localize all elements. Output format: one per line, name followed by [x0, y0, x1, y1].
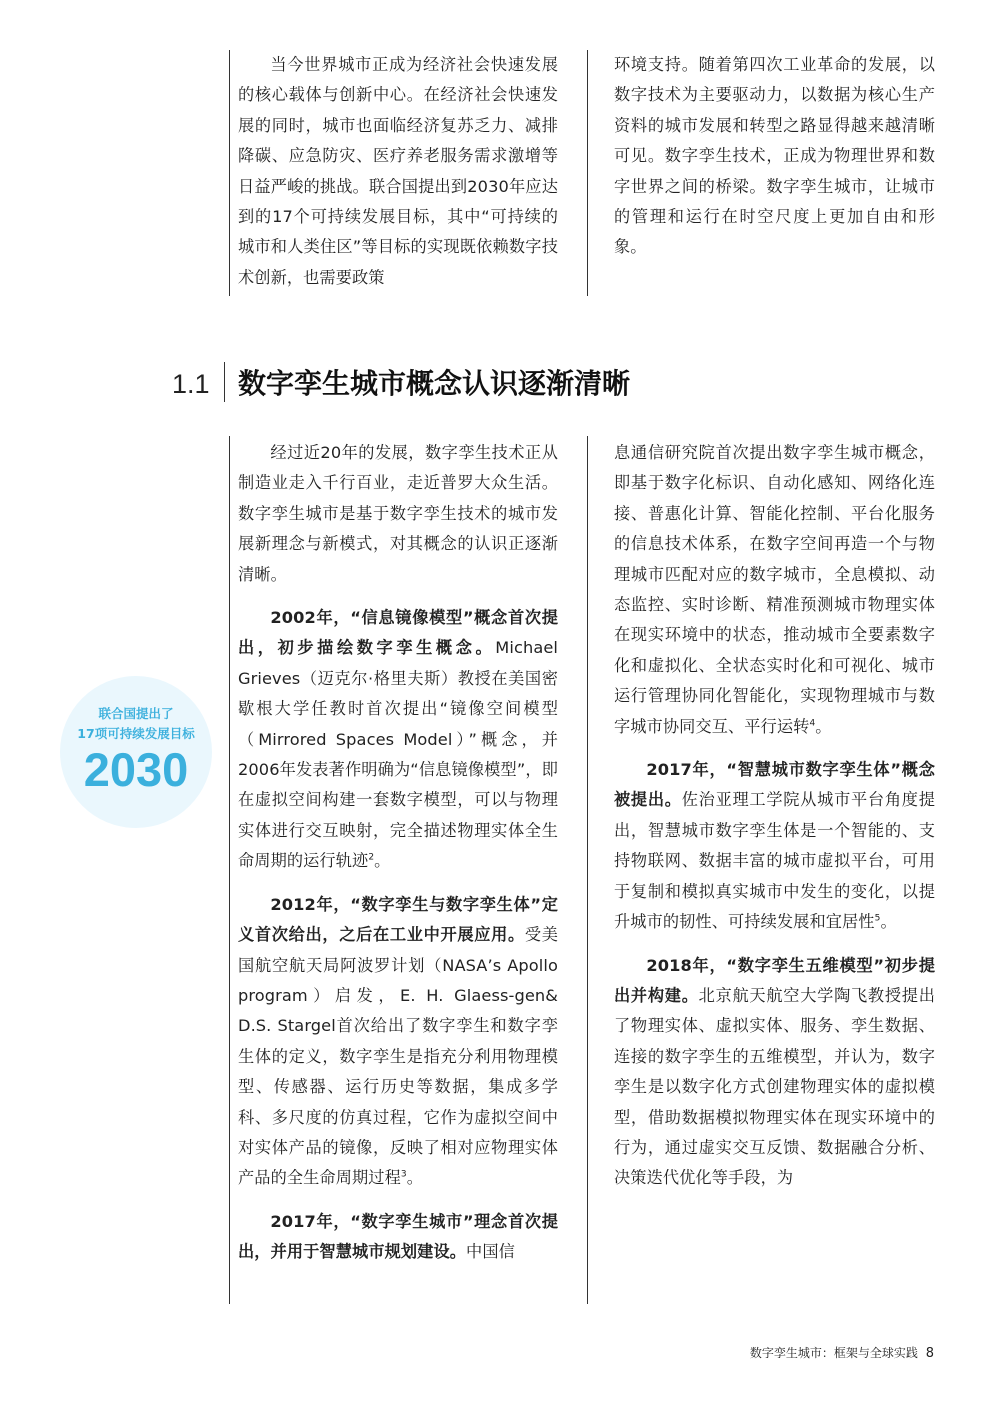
section-title: 数字孪生城市概念认识逐渐清晰 [238, 367, 631, 400]
paragraph-2012-heading: 2012年，“数字孪生与数字孪生体”定义首次给出，之后在工业中开展应用。 [238, 894, 558, 945]
body-right-column [614, 438, 935, 1207]
paragraph-intro: 经过近20年的发展，数字孪生技术正从制造业走入千行百业，走近普罗大众生活。数字孪生城市是基于数字孪生技术的城市发展新理念与新模式，对其概念的认识正逐渐清晰。 [238, 443, 558, 584]
callout-line2: 17项可持续发展目标 [77, 726, 195, 741]
paragraph-2018 [614, 951, 935, 1194]
top-left-paragraph: 当今世界城市正成为经济社会快速发展的核心载体与创新中心。在经济社会快速发展的同时，城市也面临经济复苏乏力、减排降碳、应急防灾、医疗养老服务需求激增等日益严峻的挑战。联合国提出到2030年应达到的17个可持续发展目标，其中“可持续的城市和人类住区”等目标的实现既依赖数字技术创新，也需要政策 [238, 55, 558, 287]
page-number: 8 [925, 1346, 934, 1361]
top-left-column [238, 50, 558, 306]
callout-circle [60, 676, 212, 828]
body-left-column [238, 438, 558, 1281]
callout-big-number: 2030 [83, 743, 189, 796]
body-middle-column-rule [587, 436, 588, 1304]
section-number: 1.1 [172, 369, 210, 399]
paragraph-2017-smart-heading: 2017年，“智慧城市数字孪生体”概念被提出。 [614, 760, 935, 810]
footnote-ref-5: 5 [874, 913, 881, 924]
paragraph-2018-heading: 2018年，“数字孪生五维模型”初步提出并构建。 [614, 955, 935, 1005]
body-left-column-rule [229, 436, 230, 1304]
paragraph-caict-body: 息通信研究院首次提出数字孪生城市概念，即基于数字化标识、自动化感知、网络化连接、普惠化计算、智能化控制、平台化服务的信息技术体系，在数字空间再造一个与物理城市匹配对应的数字城市，全息模拟、动态监控、实时诊断、精准预测城市物理实体在现实环境中的状态，推动城市全要素数字化和虚拟化、全状态实时化和可视化、城市运行管理协同化智能化，实现物理城市与数字城市协同交互、平行运转 [614, 443, 935, 736]
footnote-ref-4: 4 [809, 718, 816, 729]
paragraph-2002-heading: 2002年，“信息镜像模型”概念首次提出，初步描绘数字孪生概念。 [238, 608, 558, 658]
top-right-column [614, 50, 935, 276]
paragraph-2017-smart: 2017年，“智慧城市数字孪生体”概念被提出。佐治亚理工学院从城市平台角度提出，智慧城市数字孪生体是一个智能的、支持物联网、数据丰富的城市虚拟平台，可用于复制和模拟真实城市中发生的变化，以提升城市的韧性、可持续发展和宜居性$^5$。 [614, 760, 935, 932]
paragraph-2002-body: Michael Grieves（迈克尔·格里夫斯）教授在美国密歇根大学任教时首次提出“镜像空间模型（Mirrored Spaces Model）”概念，并2006年发表著作明确为“信息镜像模型”，即在虚拟空间构建一套数字模型，可以与物理实体进行交互映射，完全描述物理实体全生命周期的运行轨迹 [238, 638, 558, 871]
page-footer [750, 1344, 934, 1361]
footnote-ref-2: 2 [368, 852, 375, 863]
callout-line1: 联合国提出了 [98, 706, 174, 721]
footnote-ref-3: 3 [400, 1169, 407, 1180]
top-left-column-rule [229, 50, 230, 296]
paragraph-2017-smart-body: 佐治亚理工学院从城市平台角度提出，智慧城市数字孪生体是一个智能的、支持物联网、数据丰富的城市虚拟平台，可用于复制和模拟真实城市中发生的变化，以提升城市的韧性、可持续发展和宜居性 [614, 790, 935, 932]
paragraph-2017-city-body: 中国信 [466, 1242, 515, 1262]
section-title-rule [224, 362, 225, 402]
paragraph-2017-city [238, 1207, 558, 1268]
footer-title: 数字孪生城市：框架与全球实践 [749, 1346, 918, 1360]
paragraph-2012: 2012年，“数字孪生与数字孪生体”定义首次给出，之后在工业中开展应用。受美国航空航天局阿波罗计划（NASA’s Apollo program）启发，E. H. Glaess-gen& D.S. Stargel首次给出了数字孪生和数字孪生体的定义，数字孪生是指充分利用物理模型、传感器、运行历史等数据，集成多学科、多尺度的仿真过程，它作为虚拟空间中对实体产品的镜像，反映了相对应物理实体产品的全生命周期过程$^3$。 [238, 894, 559, 1188]
paragraph-2017-city-heading: 2017年，“数字孪生城市”理念首次提出，并用于智慧城市规划建设。 [238, 1211, 558, 1262]
top-right-paragraph: 环境支持。随着第四次工业革命的发展，以数字技术为主要驱动力，以数据为核心生产资料的城市发展和转型之路显得越来越清晰可见。数字孪生技术，正成为物理世界和数字世界之间的桥梁。数字孪生城市，让城市的管理和运行在时空尺度上更加自由和形象。 [614, 55, 935, 257]
top-middle-column-rule [587, 50, 588, 296]
paragraph-caict: 息通信研究院首次提出数字孪生城市概念，即基于数字化标识、自动化感知、网络化连接、普惠化计算、智能化控制、平台化服务的信息技术体系，在数字空间再造一个与物理城市匹配对应的数字城市，全息模拟、动态监控、实时诊断、精准预测城市物理实体在现实环境中的状态，推动城市全要素数字化和虚拟化、全状态实时化和可视化、城市运行管理协同化智能化，实现物理城市与数字城市协同交互、平行运转$^4$。 [614, 443, 935, 736]
paragraph-2002: 2002年，“信息镜像模型”概念首次提出，初步描绘数字孪生概念。Michael Grieves（迈克尔·格里夫斯）教授在美国密歇根大学任教时首次提出“镜像空间模型（Mirrored Spaces Model）”概念，并2006年发表著作明确为“信息镜像模型”，即在虚拟空间构建一套数字模型，可以与物理实体进行交互映射，完全描述物理实体全生命周期的运行轨迹$^2$。 [238, 608, 558, 871]
paragraph-2018-body: 北京航天航空大学陶飞教授提出了物理实体、虚拟实体、服务、孪生数据、连接的数字孪生的五维模型，并认为，数字孪生是以数字化方式创建物理实体的虚拟模型，借助数据模拟物理实体在现实环境中的行为，通过虚实交互反馈、数据融合分析、决策迭代优化等手段，为 [614, 985, 935, 1188]
paragraph-2012-body: 受美国航空航天局阿波罗计划（NASA’s Apollo program）启发，E. H. Glaess-gen& D.S. Stargel首次给出了数字孪生和数字孪生体的定义，数字孪生是指充分利用物理模型、传感器、运行历史等数据，集成多学科、多尺度的仿真过程，它作为虚拟空间中对实体产品的镜像，反映了相对应物理实体产品的全生命周期过程 [238, 925, 559, 1188]
